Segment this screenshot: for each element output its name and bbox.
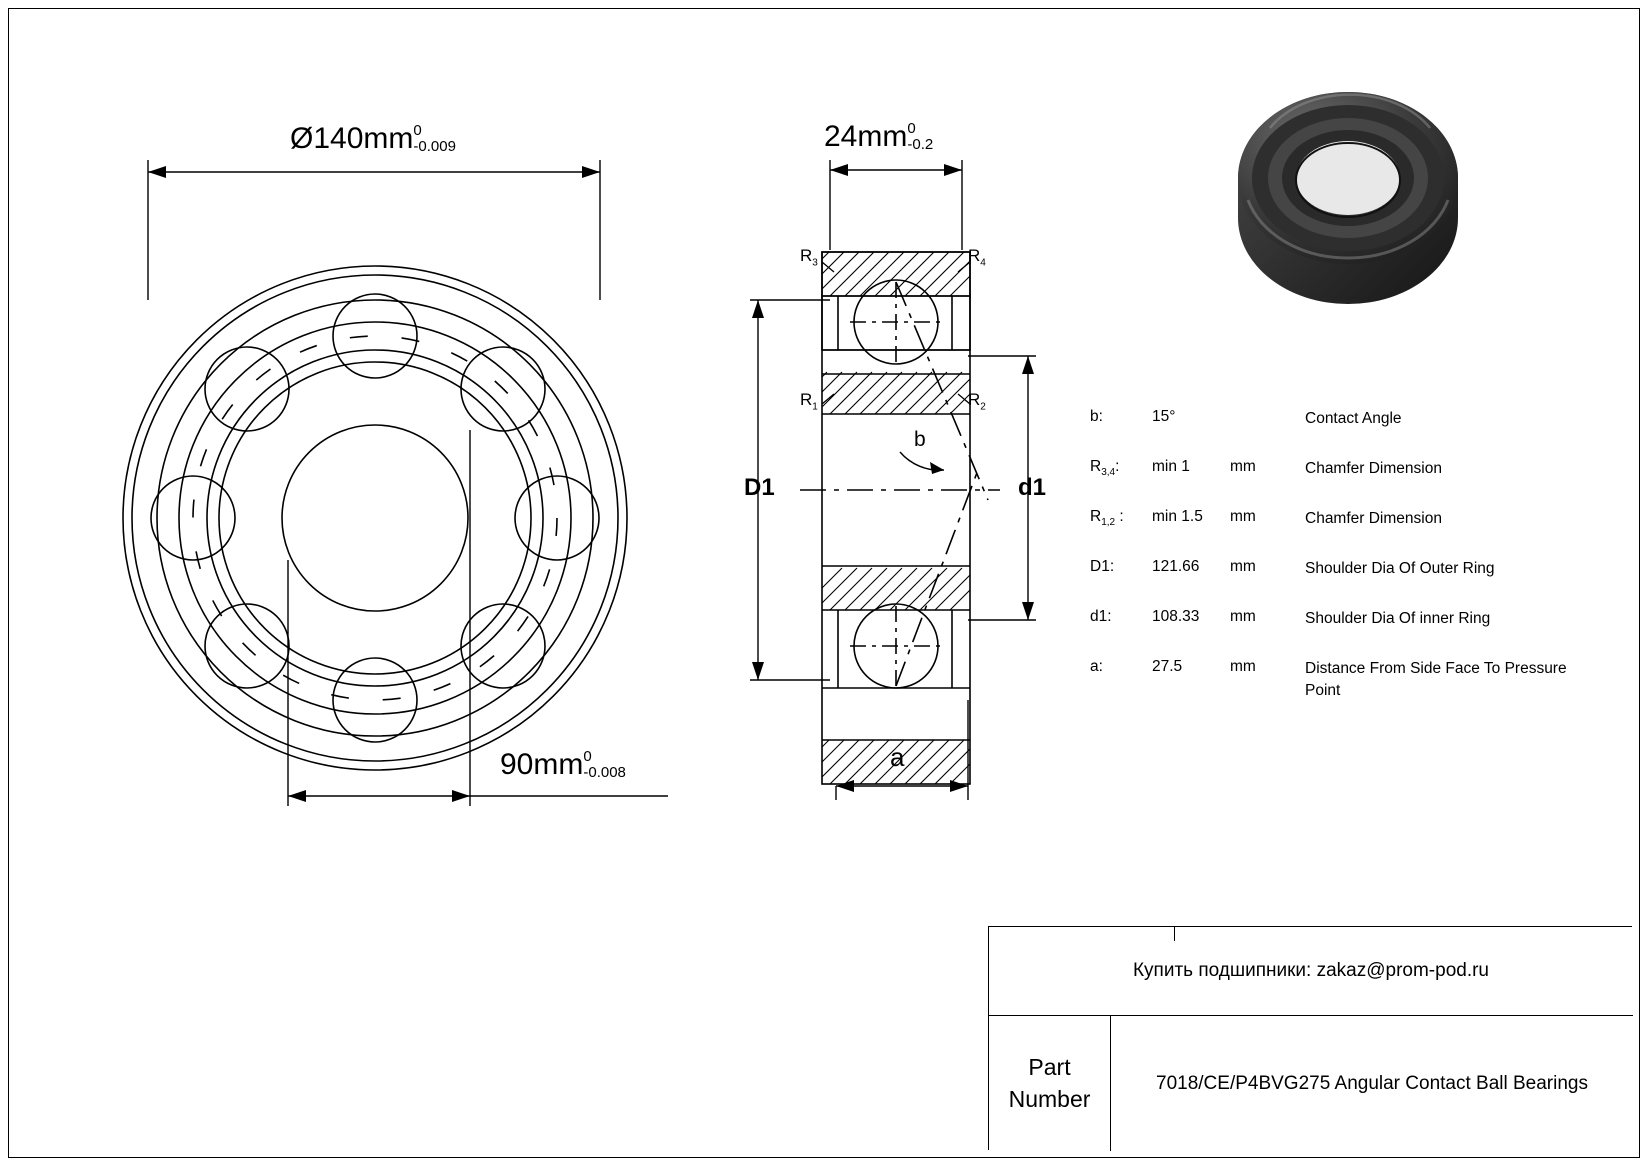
title-block <box>988 926 1632 1150</box>
spec-description: Shoulder Dia Of inner Ring <box>1305 609 1491 627</box>
spec-row <box>1090 408 1590 430</box>
spec-unit: mm <box>1230 507 1256 525</box>
label-d1: d1 <box>1018 474 1047 501</box>
width-tol-upper: 0 <box>907 120 916 138</box>
spec-description: Shoulder Dia Of Outer Ring <box>1305 559 1495 577</box>
label-r4: $R_4$ <box>968 246 986 269</box>
spec-symbol: d1: <box>1090 607 1112 625</box>
part-label-line1: Part <box>1028 1054 1071 1081</box>
spec-symbol: $R_{3,4}$: <box>1090 457 1120 479</box>
spec-unit: mm <box>1230 457 1256 475</box>
spec-description: Chamfer Dimension <box>1305 509 1442 527</box>
spec-value: min 1.5 <box>1152 507 1203 525</box>
spec-row <box>1090 658 1590 703</box>
label-D1: D1 <box>744 474 775 501</box>
part-number-value: 7018/CE/P4BVG275 Angular Contact Ball Bearings <box>1156 1072 1588 1094</box>
spec-unit: mm <box>1230 657 1256 675</box>
spec-row <box>1090 458 1590 480</box>
label-outer-diameter <box>290 122 456 156</box>
spec-unit: mm <box>1230 557 1256 575</box>
spec-value: 121.66 <box>1152 557 1200 575</box>
spec-symbol: D1: <box>1090 557 1115 575</box>
label-bore-diameter <box>500 748 626 782</box>
spec-symbol: b: <box>1090 408 1103 425</box>
spec-symbol: $R_{1,2}$ : <box>1090 507 1124 529</box>
part-label-line2: Number <box>1008 1085 1091 1112</box>
label-r3: $R_3$ <box>800 246 818 269</box>
part-number-label <box>989 1016 1111 1151</box>
label-r2: $R_2$ <box>968 390 986 413</box>
spec-unit: mm <box>1230 607 1256 625</box>
spec-value: 15° <box>1152 408 1176 425</box>
label-contact-angle: b <box>914 428 926 451</box>
spec-value: min 1 <box>1152 457 1190 475</box>
outer-diameter-tol-upper: 0 <box>413 122 422 140</box>
spec-symbol: a: <box>1090 657 1103 675</box>
spec-value: 108.33 <box>1152 607 1200 625</box>
width-tol-lower: -0.2 <box>907 136 934 154</box>
spec-value: 27.5 <box>1152 657 1183 675</box>
bore-diameter-tol-lower: -0.008 <box>583 764 626 782</box>
label-width <box>824 120 933 154</box>
bore-diameter-value: 90mm <box>500 748 584 781</box>
spec-description: Contact Angle <box>1305 410 1402 427</box>
spec-row <box>1090 508 1590 530</box>
spec-row <box>1090 558 1590 580</box>
outer-diameter-value: Ø140mm <box>290 122 414 155</box>
label-a: a <box>890 742 905 772</box>
bore-diameter-tol-upper: 0 <box>583 748 592 766</box>
spec-row <box>1090 608 1590 630</box>
contact-line: Купить подшипники: zakaz@prom-pod.ru <box>989 927 1633 1016</box>
outer-diameter-tol-lower: -0.009 <box>413 138 456 156</box>
spec-description: Distance From Side Face To Pressure Point <box>1305 659 1567 700</box>
width-value: 24mm <box>824 120 908 153</box>
specification-table <box>1090 408 1590 730</box>
spec-description: Chamfer Dimension <box>1305 459 1442 477</box>
label-r1: $R_1$ <box>800 390 818 413</box>
